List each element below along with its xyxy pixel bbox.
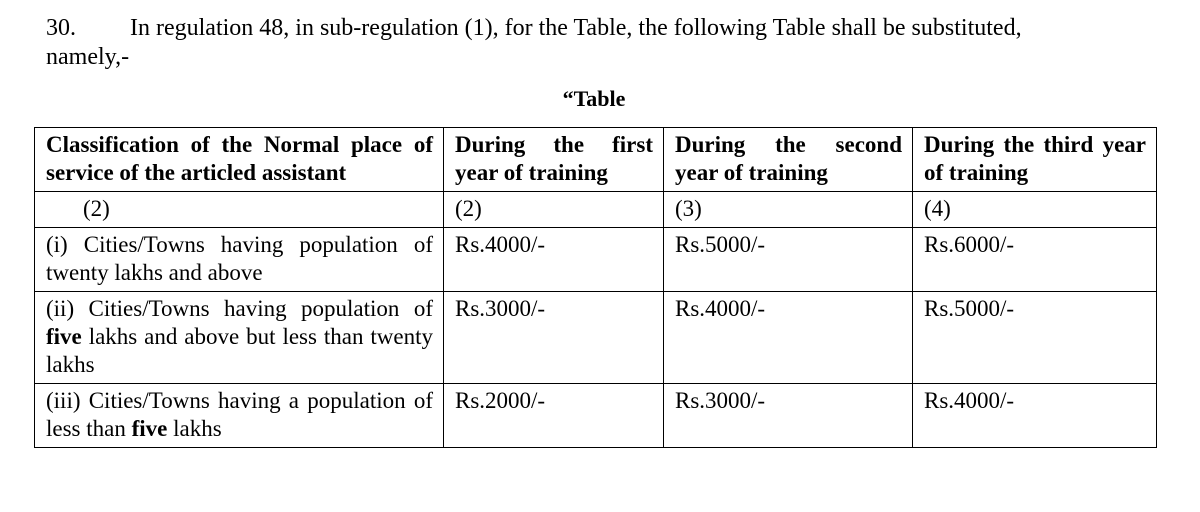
classification-text: (i) Cities/Towns having population of twenty lakhs and above: [46, 232, 433, 285]
header-second-year: During the second year of training: [664, 128, 913, 192]
first-year-amount: Rs.4000/-: [444, 228, 664, 292]
first-year-amount: Rs.3000/-: [444, 292, 664, 384]
paragraph-number: 30.: [46, 15, 76, 41]
first-year-amount: Rs.2000/-: [444, 384, 664, 448]
index-cell: (4): [913, 192, 1157, 228]
classification-cell: [35, 384, 444, 448]
third-year-amount: Rs.6000/-: [913, 228, 1157, 292]
classification-text: (iii) Cities/Towns having a population of less than: [46, 388, 433, 441]
paragraph-text-line1: In regulation 48, in sub-regulation (1), for the Table, the following Table shall be substituted,: [130, 15, 1022, 41]
header-first-year: During the first year of training: [444, 128, 664, 192]
classification-text-suffix: lakhs: [167, 416, 222, 441]
table-index-row: [35, 192, 1157, 228]
index-cell: (3): [664, 192, 913, 228]
classification-bold-text: five: [46, 324, 82, 349]
header-third-year: During the third year of training: [913, 128, 1157, 192]
table-row: [35, 228, 1157, 292]
classification-text: (ii) Cities/Towns having population of: [46, 296, 433, 321]
third-year-amount: Rs.4000/-: [913, 384, 1157, 448]
classification-cell: [35, 228, 444, 292]
second-year-amount: Rs.4000/-: [664, 292, 913, 384]
third-year-amount: Rs.5000/-: [913, 292, 1157, 384]
index-cell: (2): [444, 192, 664, 228]
regulation-paragraph: [46, 14, 1144, 72]
header-classification: Classification of the Normal place of service of the articled assistant: [35, 128, 444, 192]
stipend-table: [34, 127, 1157, 448]
table-row: [35, 384, 1157, 448]
second-year-amount: Rs.5000/-: [664, 228, 913, 292]
table-row: [35, 292, 1157, 384]
table-title: “Table: [562, 86, 626, 111]
index-cell: (2): [35, 192, 444, 228]
classification-bold-text: five: [131, 416, 168, 441]
table-header-row: [35, 128, 1157, 192]
classification-cell: [35, 292, 444, 384]
paragraph-text-line2: namely,-: [46, 44, 130, 70]
classification-text-suffix: lakhs and above but less than twenty lakhs: [46, 324, 433, 377]
second-year-amount: Rs.3000/-: [664, 384, 913, 448]
